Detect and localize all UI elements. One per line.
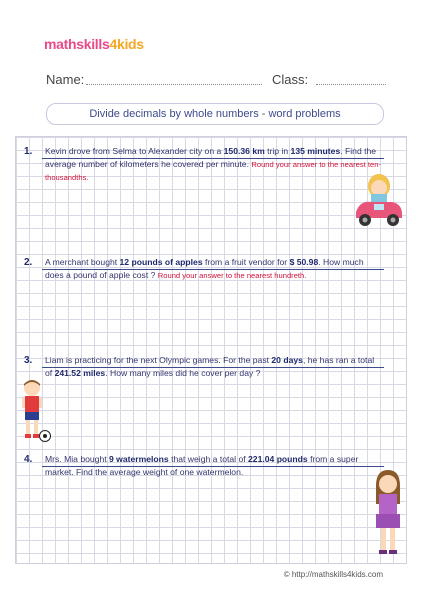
logo-skills: skills [76,36,110,52]
bold-value: 150.36 km [223,146,265,156]
text-part: Liam is practicing for the next Olympic games. For the past [45,355,272,365]
text-part: A merchant bought [45,257,120,267]
question-number: 4. [24,454,33,465]
text-part: from a super market. Find the average weight of one watermelon. [45,454,359,477]
text-part: trip in [264,146,291,156]
bold-value: 9 watermelons [109,454,169,464]
site-logo [44,34,144,54]
rounding-note: Round your answer to the nearest ten-thousandths. [45,160,381,182]
worksheet-title-text: Divide decimals by whole numbers - word problems [89,108,341,120]
bold-value: 135 minutes [290,146,341,156]
question-text [45,354,381,380]
bold-value: 221.04 pounds [248,454,308,464]
worksheet-title [46,103,384,125]
logo-kids: kids [116,36,144,52]
text-part: Mrs. Mia bought [45,454,109,464]
name-class-row [46,72,385,90]
question-number: 2. [24,257,33,268]
question-number: 3. [24,355,33,366]
text-part: . Find the average number of kilometers he covered per minute. [45,146,377,169]
question-1 [24,145,384,195]
text-part: . How much does a pound of apple cost ? [45,257,364,280]
question-text [45,145,381,184]
text-part: , he has ran a total of [45,355,375,378]
bold-value: 241.52 miles [54,368,106,378]
thinking-girl-icon [370,470,406,558]
bold-value: 20 days [271,355,303,365]
question-4 [24,453,384,493]
name-label: Name: [46,72,85,87]
question-number: 1. [24,146,33,157]
graph-paper-area [15,136,407,564]
text-part: that weigh a total of [168,454,249,464]
class-label: Class: [272,72,309,87]
text-part: . How many miles did he cover per day ? [105,368,261,378]
question-3 [24,354,384,394]
question-2 [24,256,384,296]
girl-in-car-icon [352,170,406,228]
question-text [45,256,381,282]
logo-four: 4 [109,36,117,52]
text-part: Kevin drove from Selma to Alexander city on a [45,146,224,156]
footer-text: © http://mathskills4kids.com [283,570,383,579]
name-field[interactable] [86,84,262,85]
footer-url [284,570,383,579]
rounding-note: Round your answer to the nearest hundreth. [157,271,307,280]
bold-value: $ 50.98 [289,257,319,267]
bold-value: 12 pounds of apples [119,257,203,267]
logo-text [44,36,144,52]
class-field[interactable] [316,84,386,85]
boy-with-ball-icon [18,378,52,444]
logo-math: math [44,36,77,52]
text-part: from a fruit vendor for [202,257,290,267]
question-text [45,453,381,479]
